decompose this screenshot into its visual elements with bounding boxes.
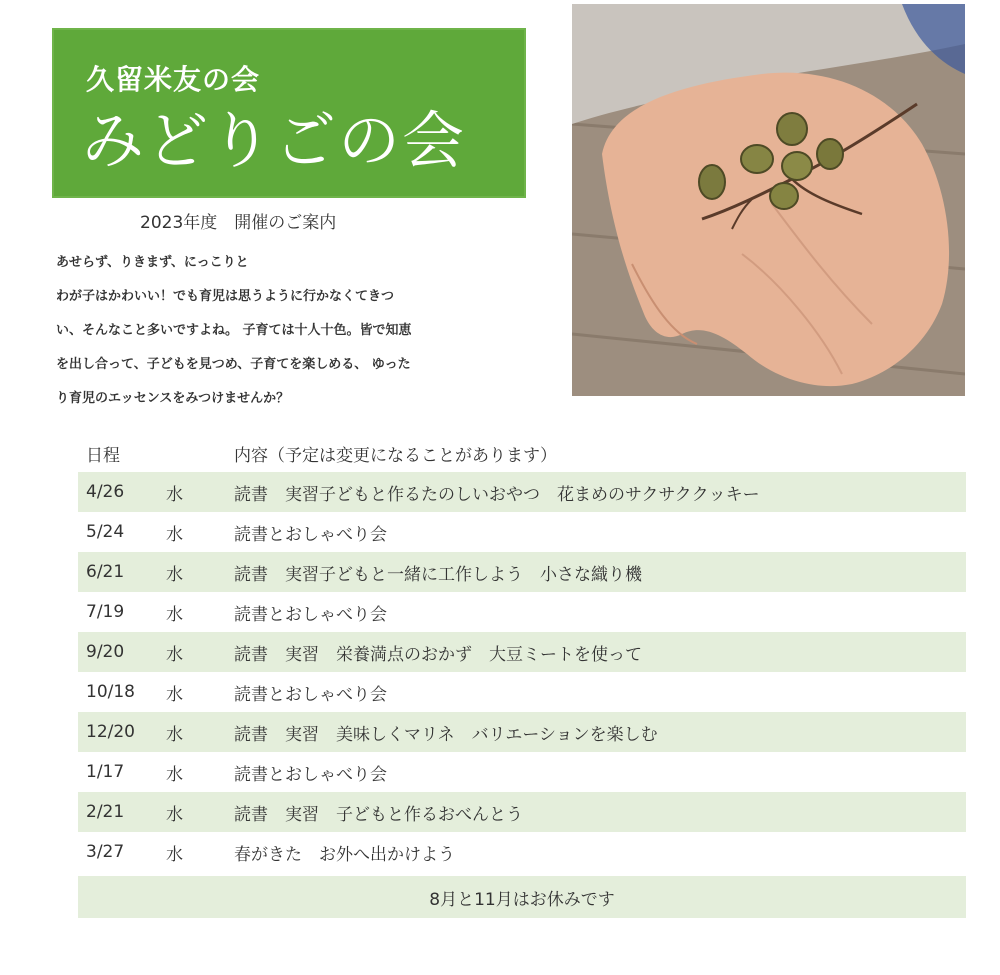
intro-line: り育児のエッセンスをみつけませんか？ xyxy=(56,391,290,406)
table-row xyxy=(78,712,966,752)
row-day: 水 xyxy=(166,472,234,512)
row-day: 水 xyxy=(166,764,183,785)
row-content: 読書 実習 美味しくマリネ バリエーションを楽しむ xyxy=(234,712,966,752)
table-row xyxy=(78,792,966,832)
row-day: 水 xyxy=(166,712,234,752)
table-row xyxy=(78,752,966,792)
intro-line: を出し合って、子どもを見つめ、子育てを楽しめる、 ゆった xyxy=(56,357,411,372)
row-day: 水 xyxy=(166,604,183,625)
table-footer-row xyxy=(78,876,966,918)
intro-line: わが子はかわいい！でも育児は思うように行かなくてきつ xyxy=(56,289,395,304)
row-date: 12/20 xyxy=(78,712,166,752)
table-row xyxy=(78,592,966,632)
hand-with-beans-photo xyxy=(572,4,965,396)
table-row xyxy=(78,632,966,672)
title-banner xyxy=(52,28,526,198)
row-date: 9/20 xyxy=(78,632,166,672)
photo-illustration xyxy=(572,4,965,396)
row-day: 水 xyxy=(166,844,183,865)
table-header-row xyxy=(78,434,966,472)
schedule-table xyxy=(78,434,966,918)
row-date: 4/26 xyxy=(78,472,166,512)
header-content: 内容（予定は変更になることがあります） xyxy=(234,445,557,466)
year-line: 2023年度 開催のご案内 xyxy=(140,213,337,233)
row-date: 10/18 xyxy=(86,682,135,702)
closed-months-note: 8月と11月はお休みです xyxy=(78,876,966,918)
row-content: 読書とおしゃべり会 xyxy=(234,524,387,545)
row-content: 読書 実習 栄養満点のおかず 大豆ミートを使って xyxy=(234,632,966,672)
table-row xyxy=(78,552,966,592)
row-date: 3/27 xyxy=(86,842,125,862)
row-date: 2/21 xyxy=(78,792,166,832)
row-day: 水 xyxy=(166,632,234,672)
banner-subtitle: 久留米友の会 xyxy=(86,63,261,96)
row-date: 7/19 xyxy=(86,602,125,622)
intro-line: い、そんなこと多いですよね。 子育ては十人十色。皆で知恵 xyxy=(56,323,412,338)
table-row xyxy=(78,512,966,552)
row-content: 読書 実習子どもと作るたのしいおやつ 花まめのサクサククッキー xyxy=(234,472,966,512)
row-content: 読書とおしゃべり会 xyxy=(234,764,387,785)
row-day: 水 xyxy=(166,524,183,545)
row-day: 水 xyxy=(166,684,183,705)
row-content: 読書 実習子どもと一緒に工作しよう 小さな織り機 xyxy=(234,552,966,592)
row-content: 春がきた お外へ出かけよう xyxy=(234,844,455,865)
header-date: 日程 xyxy=(86,445,120,466)
table-row xyxy=(78,672,966,712)
row-content: 読書とおしゃべり会 xyxy=(234,684,387,705)
row-date: 5/24 xyxy=(86,522,125,542)
intro-text xyxy=(56,246,536,416)
row-day: 水 xyxy=(166,792,234,832)
row-content: 読書 実習 子どもと作るおべんとう xyxy=(234,792,966,832)
row-date: 1/17 xyxy=(86,762,125,782)
row-day: 水 xyxy=(166,552,234,592)
row-content: 読書とおしゃべり会 xyxy=(234,604,387,625)
table-row xyxy=(78,832,966,872)
row-date: 6/21 xyxy=(78,552,166,592)
table-row xyxy=(78,472,966,512)
banner-title: みどりごの会 xyxy=(82,104,467,177)
intro-line: あせらず、りきまず、にっこりと xyxy=(56,255,249,270)
